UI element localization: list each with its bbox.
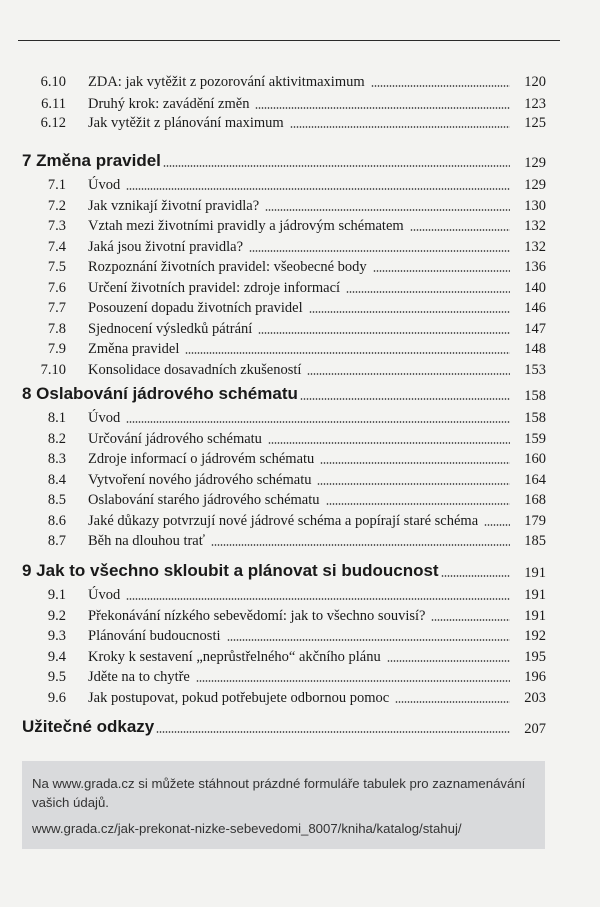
section-title: Běh na dlouhou trať bbox=[88, 532, 209, 550]
toc-entry[interactable] bbox=[0, 668, 600, 686]
dot-leader bbox=[326, 503, 510, 505]
page-number: 191 bbox=[524, 565, 546, 581]
section-title: Posouzení dopadu životních pravidel bbox=[88, 299, 307, 317]
section-title: Vztah mezi životními pravidly a jádrovým schématem bbox=[88, 217, 408, 235]
toc-entry[interactable] bbox=[0, 491, 600, 509]
chapter-heading[interactable] bbox=[0, 150, 600, 172]
dot-leader bbox=[211, 544, 510, 546]
dot-leader bbox=[431, 619, 510, 621]
download-info-box bbox=[22, 761, 545, 849]
toc-entry[interactable] bbox=[0, 648, 600, 666]
page-number: 120 bbox=[524, 74, 546, 90]
page-number: 159 bbox=[524, 431, 546, 447]
toc-entry[interactable] bbox=[0, 340, 600, 358]
section-number: 7.3 bbox=[47, 218, 66, 234]
section-number: 8.4 bbox=[47, 472, 66, 488]
section-number: 8.5 bbox=[47, 492, 66, 508]
page-number: 191 bbox=[524, 587, 546, 603]
section-title: Jak postupovat, pokud potřebujete odbornou pomoc bbox=[88, 689, 393, 707]
toc-entry[interactable] bbox=[0, 689, 600, 707]
section-number: 6.10 bbox=[40, 74, 66, 90]
dot-leader bbox=[309, 311, 510, 313]
toc-entry[interactable] bbox=[0, 512, 600, 530]
toc-entry[interactable] bbox=[0, 114, 600, 132]
section-title: Vytvoření nového jádrového schématu bbox=[88, 471, 315, 489]
section-title: Jak vznikají životní pravidla? bbox=[88, 197, 263, 215]
toc-entry[interactable] bbox=[0, 450, 600, 468]
dot-leader bbox=[371, 85, 510, 87]
page-number: 185 bbox=[524, 533, 546, 549]
section-number: 7.4 bbox=[47, 239, 66, 255]
dot-leader bbox=[185, 352, 510, 354]
section-number: 9.2 bbox=[47, 608, 66, 624]
chapter-heading[interactable] bbox=[0, 383, 600, 405]
toc-entry[interactable] bbox=[0, 471, 600, 489]
page-number: 179 bbox=[524, 513, 546, 529]
dot-leader bbox=[320, 462, 510, 464]
section-number: 6.12 bbox=[40, 115, 66, 131]
header-rule bbox=[18, 40, 560, 41]
page-number: 140 bbox=[524, 280, 546, 296]
section-title: Druhý krok: zavádění změn bbox=[88, 95, 253, 113]
dot-leader bbox=[441, 575, 510, 577]
page-number: 158 bbox=[524, 410, 546, 426]
section-title: Určování jádrového schématu bbox=[88, 430, 266, 448]
dot-leader bbox=[373, 270, 510, 272]
section-number: 8.1 bbox=[47, 410, 66, 426]
section-number: 8.7 bbox=[47, 533, 66, 549]
dot-leader bbox=[300, 398, 510, 400]
page-number: 160 bbox=[524, 451, 546, 467]
toc-entry[interactable] bbox=[0, 258, 600, 276]
dot-leader bbox=[317, 483, 510, 485]
page-number: 130 bbox=[524, 198, 546, 214]
section-title: Změna pravidel bbox=[88, 340, 183, 358]
dot-leader bbox=[249, 250, 510, 252]
section-number: 7.7 bbox=[47, 300, 66, 316]
section-number: 9.5 bbox=[47, 669, 66, 685]
section-number: 7.6 bbox=[47, 280, 66, 296]
section-number: 7.9 bbox=[47, 341, 66, 357]
page-number: 164 bbox=[524, 472, 546, 488]
dot-leader bbox=[265, 209, 510, 211]
toc-entry[interactable] bbox=[0, 430, 600, 448]
toc-entry[interactable] bbox=[0, 409, 600, 427]
download-url-link[interactable]: www.grada.cz/jak-prekonat-nizke-sebevedomi_8007/kniha/katalog/stahuj/ bbox=[32, 821, 462, 836]
dot-leader bbox=[126, 598, 510, 600]
section-number: 9.4 bbox=[47, 649, 66, 665]
dot-leader bbox=[126, 421, 510, 423]
page-number: 129 bbox=[524, 155, 546, 171]
dot-leader bbox=[163, 165, 510, 167]
toc-entry[interactable] bbox=[0, 607, 600, 625]
page-number: 207 bbox=[524, 721, 546, 737]
section-title: Jak vytěžit z plánování maximum bbox=[88, 114, 288, 132]
page-number: 123 bbox=[524, 96, 546, 112]
section-number: 8.6 bbox=[47, 513, 66, 529]
section-title: Konsolidace dosavadních zkušeností bbox=[88, 361, 305, 379]
section-number: 8.2 bbox=[47, 431, 66, 447]
section-number: 7.5 bbox=[47, 259, 66, 275]
dot-leader bbox=[156, 731, 510, 733]
section-number: 9.3 bbox=[47, 628, 66, 644]
page-number: 146 bbox=[524, 300, 546, 316]
dot-leader bbox=[255, 107, 510, 109]
page-number: 125 bbox=[524, 115, 546, 131]
toc-entry[interactable] bbox=[0, 279, 600, 297]
toc-entry[interactable] bbox=[0, 176, 600, 194]
download-info-text: Na www.grada.cz si můžete stáhnout prázdné formuláře tabulek pro zaznamenávání vašich údajů. bbox=[32, 776, 526, 810]
toc-entry[interactable] bbox=[0, 532, 600, 550]
section-number: 6.11 bbox=[41, 96, 66, 112]
dot-leader bbox=[410, 229, 510, 231]
dot-leader bbox=[258, 332, 510, 334]
toc-entry[interactable] bbox=[0, 197, 600, 215]
section-title: Kroky k sestavení „neprůstřelného“ akčního plánu bbox=[88, 648, 385, 666]
section-number: 7.8 bbox=[47, 321, 66, 337]
dot-leader bbox=[307, 373, 510, 375]
toc-entry[interactable] bbox=[0, 299, 600, 317]
page-number: 191 bbox=[524, 608, 546, 624]
chapter-title: 9 Jak to všechno skloubit a plánovat si budoucnost bbox=[22, 561, 439, 580]
section-title: Zdroje informací o jádrovém schématu bbox=[88, 450, 318, 468]
page-number: 196 bbox=[524, 669, 546, 685]
page-number: 129 bbox=[524, 177, 546, 193]
chapter-title: 8 Oslabování jádrového schématu bbox=[22, 384, 298, 403]
page-number: 168 bbox=[524, 492, 546, 508]
section-title: Překonávání nízkého sebevědomí: jak to všechno souvisí? bbox=[88, 607, 429, 625]
dot-leader bbox=[126, 188, 510, 190]
section-title: Sjednocení výsledků pátrání bbox=[88, 320, 256, 338]
chapter-heading[interactable] bbox=[0, 716, 600, 738]
dot-leader bbox=[268, 442, 510, 444]
dot-leader bbox=[346, 291, 510, 293]
section-title: Jaká jsou životní pravidla? bbox=[88, 238, 247, 256]
dot-leader bbox=[395, 701, 510, 703]
section-number: 7.10 bbox=[40, 362, 66, 378]
page-number: 148 bbox=[524, 341, 546, 357]
toc-entry[interactable] bbox=[0, 73, 600, 91]
section-title: Plánování budoucnosti bbox=[88, 627, 225, 645]
toc-entry[interactable] bbox=[0, 217, 600, 235]
chapter-heading[interactable] bbox=[0, 560, 600, 582]
chapter-title: 7 Změna pravidel bbox=[22, 151, 161, 170]
page-number: 132 bbox=[524, 218, 546, 234]
section-number: 8.3 bbox=[47, 451, 66, 467]
section-title: Rozpoznání životních pravidel: všeobecné body bbox=[88, 258, 371, 276]
section-number: 7.1 bbox=[47, 177, 66, 193]
section-title: Jaké důkazy potvrzují nové jádrové schéma a popírají staré schéma bbox=[88, 512, 482, 530]
page-number: 158 bbox=[524, 388, 546, 404]
dot-leader bbox=[227, 639, 510, 641]
section-number: 9.6 bbox=[47, 690, 66, 706]
toc-entry[interactable] bbox=[0, 361, 600, 379]
page-number: 136 bbox=[524, 259, 546, 275]
dot-leader bbox=[196, 680, 510, 682]
page-number: 192 bbox=[524, 628, 546, 644]
page-number: 203 bbox=[524, 690, 546, 706]
page-number: 147 bbox=[524, 321, 546, 337]
section-title: Úvod bbox=[88, 586, 124, 604]
section-title: Úvod bbox=[88, 409, 124, 427]
section-title: Úvod bbox=[88, 176, 124, 194]
page-number: 195 bbox=[524, 649, 546, 665]
toc-entry[interactable] bbox=[0, 320, 600, 338]
chapter-title: Užitečné odkazy bbox=[22, 717, 155, 736]
dot-leader bbox=[290, 126, 510, 128]
toc-entry[interactable] bbox=[0, 627, 600, 645]
section-title: ZDA: jak vytěžit z pozorování aktivitmaximum bbox=[88, 73, 369, 91]
section-title: Jděte na to chytře bbox=[88, 668, 194, 686]
section-number: 9.1 bbox=[47, 587, 66, 603]
toc-entry[interactable] bbox=[0, 238, 600, 256]
toc-entry[interactable] bbox=[0, 586, 600, 604]
page-number: 132 bbox=[524, 239, 546, 255]
dot-leader bbox=[387, 660, 510, 662]
page-number: 153 bbox=[524, 362, 546, 378]
section-title: Určení životních pravidel: zdroje informací bbox=[88, 279, 344, 297]
section-title: Oslabování starého jádrového schématu bbox=[88, 491, 324, 509]
section-number: 7.2 bbox=[47, 198, 66, 214]
toc-entry[interactable] bbox=[0, 95, 600, 113]
